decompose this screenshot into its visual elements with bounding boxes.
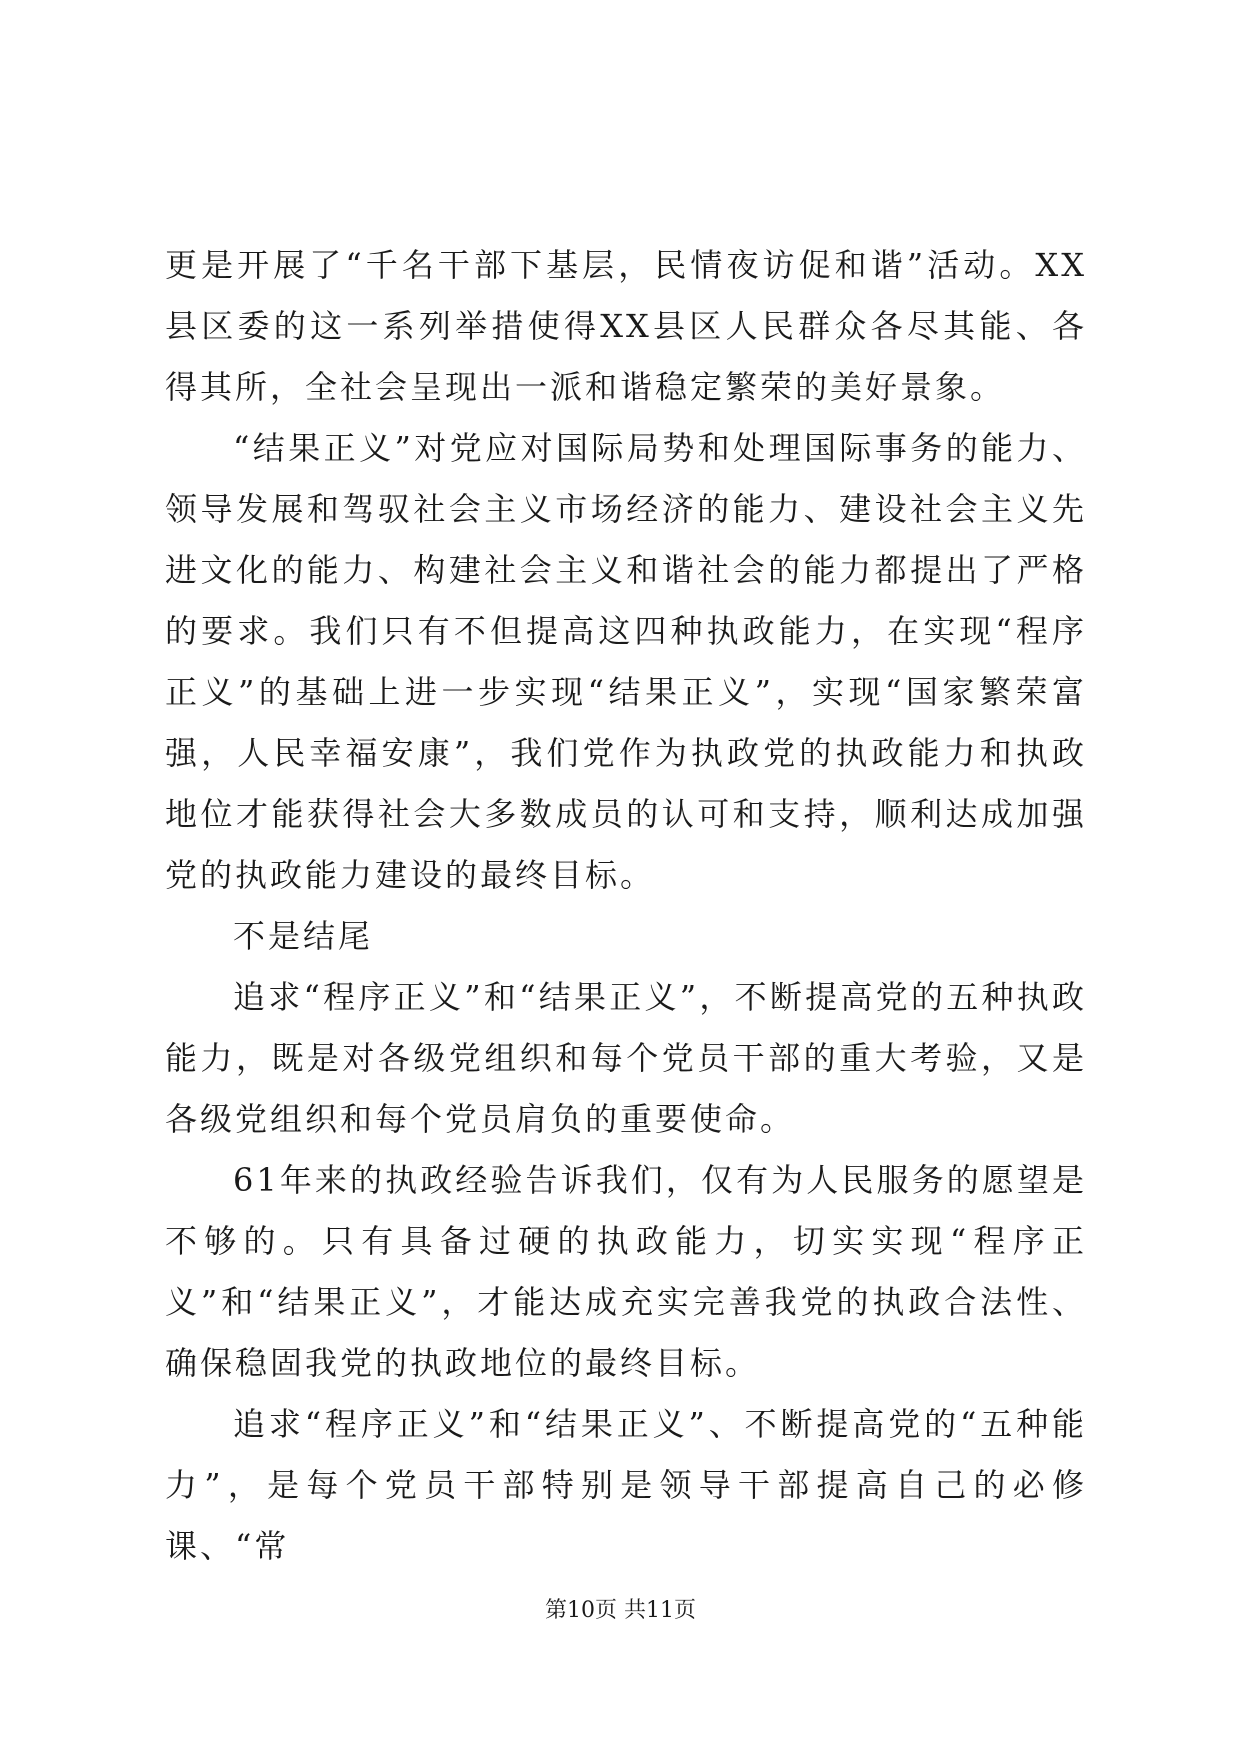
document-body xyxy=(165,235,1087,1577)
paragraph-5: 追求“程序正义”和“结果正义”、不断提高党的“五种能力”，是每个党员干部特别是领导干部提高自己的必修课、“常 xyxy=(165,1405,1087,1565)
page-number-footer: 第10页 共11页 xyxy=(545,1598,696,1623)
paragraph-2: “结果正义”对党应对国际局势和处理国际事务的能力、领导发展和驾驭社会主义市场经济的能力、建设社会主义先进文化的能力、构建社会主义和谐社会的能力都提出了严格的要求。我们只有不但提高这四种执政能力，在实现“程序正义”的基础上进一步实现“结果正义”，实现“国家繁荣富强，人民幸福安康”，我们党作为执政党的执政能力和执政地位才能获得社会大多数成员的认可和支持，顺利达成加强党的执政能力建设的最终目标。 xyxy=(165,429,1087,894)
paragraph-3: 追求“程序正义”和“结果正义”，不断提高党的五种执政能力，既是对各级党组织和每个党员干部的重大考验，又是各级党组织和每个党员肩负的重要使命。 xyxy=(165,978,1087,1138)
section-heading: 不是结尾 xyxy=(233,917,374,955)
paragraph-1: 更是开展了“千名干部下基层，民情夜访促和谐”活动。XX县区委的这一系列举措使得XX县区人民群众各尽其能、各得其所，全社会呈现出一派和谐稳定繁荣的美好景象。 xyxy=(165,246,1087,406)
paragraph-4: 61年来的执政经验告诉我们，仅有为人民服务的愿望是不够的。只有具备过硬的执政能力，切实实现“程序正义”和“结果正义”，才能达成充实完善我党的执政合法性、确保稳固我党的执政地位的最终目标。 xyxy=(165,1161,1087,1382)
